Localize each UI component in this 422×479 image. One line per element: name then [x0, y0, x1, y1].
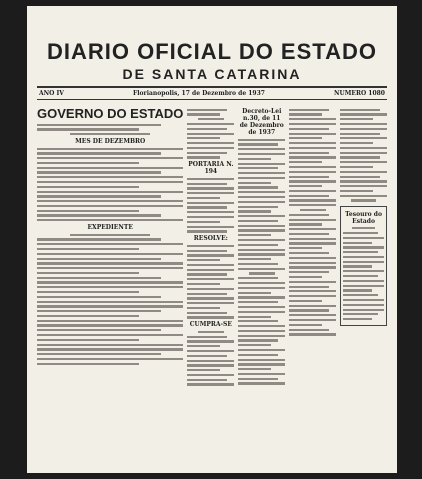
- text-line: [289, 180, 336, 182]
- text-line: [37, 214, 161, 216]
- text-line: [187, 336, 227, 338]
- text-line: [37, 363, 139, 365]
- text-line: [238, 311, 285, 313]
- text-line: [289, 214, 329, 216]
- text-line: [37, 296, 161, 298]
- text-line: [37, 286, 183, 288]
- text-line: [238, 210, 271, 212]
- text-line: [37, 253, 183, 255]
- text-line: [238, 153, 285, 155]
- text-line: [238, 263, 278, 265]
- text-line: [187, 355, 227, 357]
- text-line: [340, 113, 387, 115]
- text-line: [289, 333, 336, 335]
- text-line: [187, 293, 227, 295]
- text-line: [289, 247, 322, 249]
- text-line: [238, 373, 285, 375]
- text-line: [187, 147, 234, 149]
- text-line: [238, 139, 285, 141]
- text-line: [238, 344, 271, 346]
- text-line: [37, 238, 161, 240]
- text-line: [37, 191, 183, 193]
- text-line: [289, 266, 336, 268]
- text-line: [340, 161, 387, 163]
- text-line: [340, 176, 380, 178]
- text-line: [238, 325, 285, 327]
- text-line: [238, 148, 285, 150]
- text-line: [187, 187, 234, 189]
- text-line: [187, 283, 220, 285]
- text-line: [238, 167, 278, 169]
- text-line: [340, 195, 387, 197]
- text-line: [343, 280, 384, 282]
- month-heading: MES DE DEZEMBRO: [75, 137, 146, 145]
- text-line: [37, 329, 161, 331]
- text-line: [238, 359, 285, 361]
- text-line: [187, 142, 234, 144]
- text-line: [37, 339, 139, 341]
- text-line: [238, 158, 271, 160]
- text-line: [187, 360, 234, 362]
- text-line: [187, 109, 227, 111]
- text-line: [187, 192, 234, 194]
- text-line: [37, 258, 161, 260]
- text-line: [37, 281, 183, 283]
- expediente-heading: EXPEDIENTE: [87, 224, 133, 232]
- text-line: [37, 353, 161, 355]
- text-line: [340, 171, 387, 173]
- text-line: [187, 183, 227, 185]
- text-line: [37, 219, 183, 221]
- text-line: [37, 176, 183, 178]
- text-line: [187, 297, 234, 299]
- tesouro-heading: Tesouro do Estado: [345, 210, 382, 225]
- text-line: [343, 294, 378, 296]
- text-line: [340, 180, 387, 182]
- article-columns: [37, 106, 387, 466]
- text-line: [343, 318, 372, 320]
- text-line: [238, 253, 285, 255]
- text-line: [289, 324, 322, 326]
- text-line: [289, 281, 336, 283]
- text-line: [249, 272, 275, 274]
- text-line: [340, 190, 373, 192]
- text-line: [343, 242, 372, 244]
- text-line: [198, 331, 224, 333]
- text-line: [37, 148, 183, 150]
- text-line: [37, 195, 161, 197]
- text-line: [187, 312, 227, 314]
- text-line: [37, 205, 183, 207]
- text-line: [37, 344, 183, 346]
- text-line: [340, 137, 387, 139]
- text-line: [343, 289, 372, 291]
- text-line: [187, 216, 234, 218]
- text-line: [289, 309, 329, 311]
- text-line: [289, 319, 336, 321]
- text-line: [187, 254, 234, 256]
- text-line: [37, 171, 161, 173]
- text-line: [37, 262, 183, 264]
- newspaper-page: [27, 6, 397, 473]
- text-line: [187, 288, 234, 290]
- text-line: [238, 268, 285, 270]
- text-line: [238, 301, 278, 303]
- text-line: [238, 143, 278, 145]
- text-line: [238, 320, 278, 322]
- text-line: [289, 156, 336, 158]
- text-line: [238, 282, 285, 284]
- text-line: [37, 305, 183, 307]
- text-line: [238, 177, 285, 179]
- text-line: [187, 259, 220, 261]
- text-line: [37, 267, 183, 269]
- text-line: [343, 275, 378, 277]
- text-line: [289, 185, 322, 187]
- text-line: [343, 251, 378, 253]
- text-line: [343, 256, 384, 258]
- text-line: [37, 124, 161, 126]
- text-line: [289, 118, 336, 120]
- text-line: [289, 314, 336, 316]
- text-line: [187, 221, 220, 223]
- text-line: [343, 299, 384, 301]
- text-line: [37, 358, 183, 360]
- text-line: [238, 215, 285, 217]
- text-line: [37, 167, 183, 169]
- text-line: [289, 271, 329, 273]
- column-4: [289, 106, 336, 466]
- column-2: [187, 106, 234, 466]
- dateline-rule: [37, 99, 387, 100]
- text-line: [289, 113, 322, 115]
- text-line: [340, 133, 380, 135]
- text-line: [187, 137, 220, 139]
- text-line: [238, 349, 285, 351]
- text-line: [238, 335, 285, 337]
- text-line: [238, 182, 271, 184]
- text-line: [289, 166, 336, 168]
- text-line: [198, 118, 224, 120]
- text-line: [289, 161, 322, 163]
- text-line: [70, 234, 151, 236]
- text-line: [187, 206, 227, 208]
- text-line: [289, 242, 336, 244]
- text-line: [37, 315, 139, 317]
- text-line: [289, 219, 336, 221]
- decree-heading: Decreto-Lei n.30, de 11 de Dezembro de 1937: [239, 108, 284, 136]
- text-line: [238, 354, 278, 356]
- text-line: [37, 272, 139, 274]
- text-line: [37, 248, 139, 250]
- text-line: [187, 340, 234, 342]
- text-line: [238, 201, 285, 203]
- text-line: [289, 223, 322, 225]
- text-line: [238, 363, 285, 365]
- text-line: [238, 258, 271, 260]
- text-line: [37, 128, 139, 130]
- text-line: [187, 269, 234, 271]
- dateline-year: ANO IV: [39, 90, 64, 97]
- text-line: [37, 181, 183, 183]
- dateline-place-date: Florianopolis, 17 de Dezembro de 1937: [133, 90, 265, 97]
- column-3: [238, 106, 285, 466]
- text-line: [187, 379, 227, 381]
- text-line: [289, 228, 336, 230]
- text-line: [187, 250, 227, 252]
- text-line: [238, 378, 278, 380]
- text-line: [70, 133, 151, 135]
- text-line: [289, 276, 322, 278]
- text-line: [340, 128, 387, 130]
- text-line: [289, 286, 329, 288]
- text-line: [37, 334, 183, 336]
- text-line: [37, 291, 139, 293]
- text-line: [187, 128, 227, 130]
- text-line: [238, 339, 278, 341]
- text-line: [340, 156, 380, 158]
- text-line: [187, 226, 234, 228]
- text-line: [289, 252, 329, 254]
- text-line: [289, 305, 336, 307]
- text-line: [343, 285, 384, 287]
- text-line: [37, 162, 139, 164]
- text-line: [37, 320, 183, 322]
- text-line: [289, 133, 336, 135]
- dateline: [39, 90, 385, 97]
- text-line: [187, 350, 234, 352]
- text-line: [340, 147, 387, 149]
- text-line: [343, 313, 378, 315]
- text-line: [187, 156, 220, 158]
- text-line: [37, 210, 139, 212]
- text-line: [289, 109, 329, 111]
- text-line: [343, 246, 384, 248]
- text-line: [289, 137, 322, 139]
- text-line: [37, 324, 183, 326]
- text-line: [238, 277, 278, 279]
- text-line: [238, 220, 278, 222]
- text-line: [37, 243, 183, 245]
- text-line: [187, 230, 227, 232]
- text-line: [343, 237, 384, 239]
- text-line: [340, 118, 373, 120]
- text-line: [289, 233, 329, 235]
- text-line: [343, 270, 384, 272]
- text-line: [187, 316, 234, 318]
- text-line: [187, 245, 234, 247]
- text-line: [343, 261, 384, 263]
- text-line: [238, 316, 271, 318]
- text-line: [343, 309, 384, 311]
- text-line: [289, 190, 336, 192]
- text-line: [289, 147, 336, 149]
- text-line: [187, 278, 234, 280]
- text-line: [238, 163, 285, 165]
- text-line: [238, 296, 285, 298]
- text-line: [187, 383, 234, 385]
- text-line: [289, 257, 336, 259]
- text-line: [340, 109, 380, 111]
- column-5: [340, 106, 387, 466]
- text-line: [187, 211, 234, 213]
- text-line: [343, 265, 372, 267]
- text-line: [340, 185, 387, 187]
- text-line: [238, 382, 285, 384]
- text-line: [238, 287, 285, 289]
- text-line: [187, 197, 220, 199]
- text-line: [289, 176, 329, 178]
- text-line: [187, 374, 234, 376]
- text-line: [289, 195, 329, 197]
- resolve-heading: RESOLVE:: [193, 235, 228, 243]
- text-line: [351, 199, 377, 201]
- text-line: [37, 200, 183, 202]
- text-line: [289, 290, 336, 292]
- text-line: [37, 301, 183, 303]
- text-line: [238, 234, 271, 236]
- text-line: [187, 123, 234, 125]
- text-line: [37, 186, 139, 188]
- text-line: [340, 166, 373, 168]
- text-line: [37, 310, 161, 312]
- text-line: [238, 206, 278, 208]
- text-line: [238, 368, 271, 370]
- text-line: [187, 307, 220, 309]
- text-line: [238, 239, 285, 241]
- text-line: [37, 152, 161, 154]
- masthead-title: DIARIO OFICIAL DO ESTADO: [47, 39, 377, 64]
- text-line: [289, 128, 329, 130]
- text-line: [238, 191, 285, 193]
- text-line: [289, 262, 336, 264]
- cumpra-se-heading: CUMPRA-SE: [189, 321, 232, 329]
- text-line: [289, 295, 336, 297]
- text-line: [340, 123, 387, 125]
- text-line: [187, 364, 234, 366]
- text-line: [289, 142, 336, 144]
- text-line: [187, 264, 234, 266]
- text-line: [238, 225, 285, 227]
- text-line: [289, 152, 329, 154]
- text-line: [187, 152, 227, 154]
- text-line: [187, 273, 227, 275]
- text-line: [289, 123, 336, 125]
- text-line: [37, 277, 161, 279]
- text-line: [187, 178, 234, 180]
- text-line: [289, 300, 322, 302]
- text-line: [289, 171, 336, 173]
- text-line: [238, 244, 278, 246]
- text-line: [187, 345, 220, 347]
- text-line: [187, 369, 220, 371]
- government-heading: GOVERNO DO ESTADO: [37, 106, 184, 121]
- text-line: [238, 229, 285, 231]
- text-line: [289, 199, 336, 201]
- text-line: [352, 227, 374, 229]
- text-line: [187, 202, 234, 204]
- text-line: [289, 329, 329, 331]
- column-1: [37, 106, 183, 466]
- portaria-heading: PORTARIA N. 194: [188, 161, 234, 176]
- text-line: [343, 232, 378, 234]
- text-line: [238, 292, 271, 294]
- text-line: [238, 186, 278, 188]
- dateline-number: NUMERO 1080: [334, 90, 385, 97]
- text-line: [238, 196, 285, 198]
- text-line: [238, 306, 285, 308]
- text-line: [37, 157, 183, 159]
- text-line: [238, 172, 285, 174]
- text-line: [187, 113, 220, 115]
- text-line: [340, 142, 373, 144]
- masthead-subtitle: DE SANTA CATARINA: [122, 66, 302, 82]
- text-line: [238, 330, 285, 332]
- text-line: [187, 133, 234, 135]
- text-line: [343, 304, 384, 306]
- tesouro-box: [340, 206, 387, 326]
- text-line: [300, 209, 326, 211]
- text-line: [37, 348, 183, 350]
- text-line: [289, 238, 336, 240]
- masthead-rule: [37, 86, 387, 88]
- text-line: [289, 204, 336, 206]
- text-line: [340, 152, 387, 154]
- text-line: [238, 249, 285, 251]
- text-line: [187, 302, 234, 304]
